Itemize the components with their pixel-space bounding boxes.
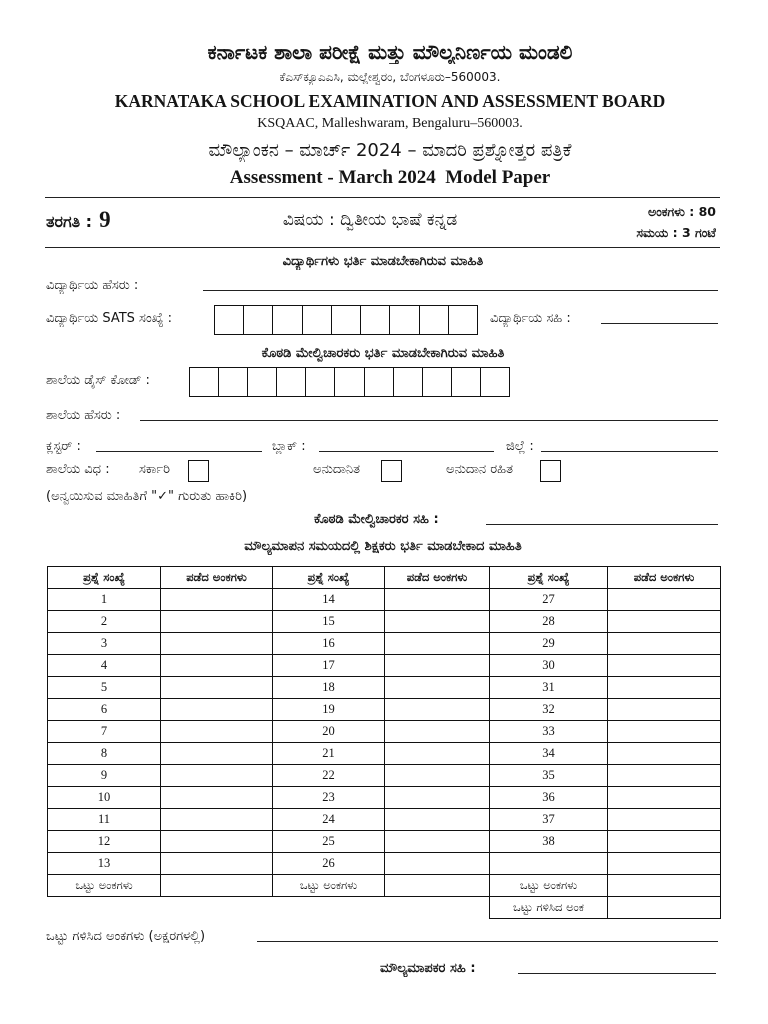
dise-digit-box[interactable] xyxy=(452,368,481,396)
evaluator-signature-label: ಮೌಲ್ಯಮಾಪಕರ ಸಹಿ : xyxy=(380,961,476,976)
table-row xyxy=(48,853,721,875)
question-number-cell: 26 xyxy=(273,853,385,875)
total-marks-cell[interactable] xyxy=(608,875,721,897)
marks-obtained-cell[interactable] xyxy=(608,633,721,655)
marks-obtained-cell[interactable] xyxy=(385,633,490,655)
total-in-words-field[interactable] xyxy=(257,941,718,942)
marks-obtained-cell[interactable] xyxy=(608,787,721,809)
question-number-cell: 4 xyxy=(48,655,161,677)
marks-obtained-cell[interactable] xyxy=(608,765,721,787)
marks-table-header-row xyxy=(48,567,721,589)
question-number-cell: 36 xyxy=(490,787,608,809)
marks-obtained-cell[interactable] xyxy=(385,721,490,743)
marks-obtained-cell[interactable] xyxy=(608,611,721,633)
table-row xyxy=(48,831,721,853)
board-address-english: KSQAAC, Malleshwaram, Bengaluru–560003. xyxy=(257,116,523,131)
marks-obtained-cell[interactable] xyxy=(608,699,721,721)
marks-obtained-cell[interactable] xyxy=(161,589,273,611)
marks-obtained-cell[interactable] xyxy=(161,655,273,677)
marks-obtained-cell[interactable] xyxy=(161,611,273,633)
marks-table xyxy=(47,566,721,919)
sats-digit-box[interactable] xyxy=(303,306,332,334)
sats-digit-box[interactable] xyxy=(449,306,477,334)
table-row xyxy=(48,677,721,699)
table-row xyxy=(48,765,721,787)
question-number-cell: 13 xyxy=(48,853,161,875)
exam-duration: ಸಮಯ : 3 ಗಂಟೆ xyxy=(636,225,716,240)
question-number-cell: 2 xyxy=(48,611,161,633)
exam-title-kannada: ಮೌಲ್ಯಾಂಕನ – ಮಾರ್ಚ್ 2024 – ಮಾದರಿ ಪ್ರಶ್ನೋತ್ತರ ಪತ್ರಿಕೆ xyxy=(208,140,572,161)
marks-obtained-cell[interactable] xyxy=(385,831,490,853)
school-name-field[interactable] xyxy=(140,420,718,421)
marks-obtained-cell[interactable] xyxy=(608,831,721,853)
blank-cell xyxy=(161,897,273,919)
marks-obtained-cell[interactable] xyxy=(161,677,273,699)
tick-instruction-note: (ಅನ್ವಯಿಸುವ ಮಾಹಿತಿಗೆ "✓" ಗುರುತು ಹಾಕಿರಿ) xyxy=(46,489,248,504)
marks-obtained-cell[interactable] xyxy=(608,853,721,875)
table-row xyxy=(48,699,721,721)
question-number-cell: 27 xyxy=(490,589,608,611)
question-number-cell: 31 xyxy=(490,677,608,699)
dise-digit-box[interactable] xyxy=(481,368,509,396)
question-number-cell: 25 xyxy=(273,831,385,853)
table-row xyxy=(48,721,721,743)
blank-cell xyxy=(273,897,385,919)
board-address-kannada: ಕೆಎಸ್‌ಕ್ಯೂಎಎಸಿ, ಮಲ್ಲೇಶ್ವರಂ, ಬೆಂಗಳೂರು–560003. xyxy=(279,70,501,84)
sats-number-label: ವಿದ್ಯಾರ್ಥಿಯ SATS ಸಂಖ್ಯೆ : xyxy=(46,311,173,326)
block-field[interactable] xyxy=(319,451,494,452)
question-number-cell: 24 xyxy=(273,809,385,831)
question-number-cell: 30 xyxy=(490,655,608,677)
sats-digit-box[interactable] xyxy=(361,306,390,334)
question-number-cell: 23 xyxy=(273,787,385,809)
marks-table-body xyxy=(48,589,721,875)
marks-obtained-cell[interactable] xyxy=(385,611,490,633)
invigilator-signature-field[interactable] xyxy=(486,524,718,525)
student-name-label: ವಿದ್ಯಾರ್ಥಿಯ ಹೆಸರು : xyxy=(46,278,139,293)
marks-obtained-cell[interactable] xyxy=(608,589,721,611)
marks-obtained-cell[interactable] xyxy=(161,633,273,655)
marks-obtained-cell[interactable] xyxy=(608,809,721,831)
marks-obtained-cell[interactable] xyxy=(608,655,721,677)
total-marks-cell[interactable] xyxy=(385,875,490,897)
subject-label: ವಿಷಯ : xyxy=(282,210,335,230)
blank-cell xyxy=(48,897,161,919)
question-number-cell: 20 xyxy=(273,721,385,743)
board-name-english: KARNATAKA SCHOOL EXAMINATION AND ASSESSMENT BOARD xyxy=(114,91,666,111)
evaluator-signature-field[interactable] xyxy=(518,973,716,974)
table-row xyxy=(48,655,721,677)
question-number-header: ಪ್ರಶ್ನೆ ಸಂಖ್ಯೆ xyxy=(273,567,385,589)
question-number-cell: 9 xyxy=(48,765,161,787)
sats-digit-box[interactable] xyxy=(332,306,361,334)
question-number-cell: 38 xyxy=(490,831,608,853)
sats-number-boxes xyxy=(214,305,478,335)
exam-title-english: Assessment - March 2024 Model Paper xyxy=(229,167,551,188)
dise-code-label: ಶಾಲೆಯ ಡೈಸ್ ಕೋಡ್ : xyxy=(46,373,150,388)
dise-digit-box[interactable] xyxy=(190,368,219,396)
marks-obtained-header: ಪಡೆದ ಅಂಕಗಳು xyxy=(385,567,490,589)
info-divider xyxy=(45,247,720,248)
marks-obtained-cell[interactable] xyxy=(161,743,273,765)
question-number-cell: 37 xyxy=(490,809,608,831)
marks-obtained-cell[interactable] xyxy=(161,831,273,853)
board-name-kannada: ಕರ್ನಾಟಕ ಶಾಲಾ ಪರೀಕ್ಷೆ ಮತ್ತು ಮೌಲ್ಯನಿರ್ಣಯ ಮಂಡಲಿ xyxy=(207,40,573,64)
question-number-cell: 14 xyxy=(273,589,385,611)
marks-obtained-cell[interactable] xyxy=(608,677,721,699)
student-signature-field[interactable] xyxy=(601,323,718,324)
marks-obtained-cell[interactable] xyxy=(385,677,490,699)
subject-info xyxy=(200,209,540,231)
marks-obtained-cell[interactable] xyxy=(385,743,490,765)
question-number-cell: 17 xyxy=(273,655,385,677)
subject-value: ದ್ವಿತೀಯ ಭಾಷೆ ಕನ್ನಡ xyxy=(340,210,458,230)
question-number-cell: 22 xyxy=(273,765,385,787)
school-name-label: ಶಾಲೆಯ ಹೆಸರು : xyxy=(46,408,121,423)
blank-cell xyxy=(385,897,490,919)
marks-obtained-cell[interactable] xyxy=(161,809,273,831)
total-marks-row xyxy=(48,875,721,897)
dise-digit-box[interactable] xyxy=(219,368,248,396)
dise-digit-box[interactable] xyxy=(248,368,277,396)
sats-digit-box[interactable] xyxy=(244,306,273,334)
question-number-cell: 29 xyxy=(490,633,608,655)
question-number-header: ಪ್ರಶ್ನೆ ಸಂಖ್ಯೆ xyxy=(48,567,161,589)
max-marks: ಅಂಕಗಳು : 80 xyxy=(647,204,716,219)
school-type-government-checkbox[interactable] xyxy=(188,460,209,482)
question-number-cell: 16 xyxy=(273,633,385,655)
table-row xyxy=(48,809,721,831)
marks-obtained-cell[interactable] xyxy=(385,655,490,677)
question-number-cell: 3 xyxy=(48,633,161,655)
student-section-heading: ವಿದ್ಯಾರ್ಥಿಗಳು ಭರ್ತಿ ಮಾಡಬೇಕಾಗಿರುವ ಮಾಹಿತಿ xyxy=(282,254,484,269)
question-number-header: ಪ್ರಶ್ನೆ ಸಂಖ್ಯೆ xyxy=(490,567,608,589)
question-number-cell: 7 xyxy=(48,721,161,743)
grand-total-row xyxy=(48,897,721,919)
table-row xyxy=(48,787,721,809)
marks-obtained-cell[interactable] xyxy=(608,743,721,765)
school-type-aided-label: ಅನುದಾನಿತ xyxy=(313,462,361,477)
question-number-cell: 34 xyxy=(490,743,608,765)
marks-obtained-header: ಪಡೆದ ಅಂಕಗಳು xyxy=(161,567,273,589)
question-number-cell: 1 xyxy=(48,589,161,611)
question-number-cell: 32 xyxy=(490,699,608,721)
district-label: ಜಿಲ್ಲೆ : xyxy=(506,439,534,454)
invigilator-signature-label: ಕೊಠಡಿ ಮೇಲ್ವಿಚಾರಕರ ಸಹಿ : xyxy=(314,512,439,527)
dise-digit-box[interactable] xyxy=(335,368,364,396)
question-number-cell: 15 xyxy=(273,611,385,633)
marks-obtained-cell[interactable] xyxy=(385,765,490,787)
dise-digit-box[interactable] xyxy=(277,368,306,396)
student-signature-label: ವಿದ್ಯಾರ್ಥಿಯ ಸಹಿ : xyxy=(490,311,571,326)
school-type-unaided-label: ಅನುದಾನ ರಹಿತ xyxy=(446,462,513,477)
district-field[interactable] xyxy=(541,451,718,452)
sats-digit-box[interactable] xyxy=(215,306,244,334)
table-row xyxy=(48,633,721,655)
question-number-cell: 18 xyxy=(273,677,385,699)
marks-obtained-cell[interactable] xyxy=(385,787,490,809)
class-value: 9 xyxy=(99,207,111,232)
evaluation-section-heading: ಮೌಲ್ಯಮಾಪನ ಸಮಯದಲ್ಲಿ ಶಿಕ್ಷಕರು ಭರ್ತಿ ಮಾಡಬೇಕಾದ ಮಾಹಿತಿ xyxy=(244,539,522,554)
block-label: ಬ್ಲಾಕ್ : xyxy=(272,439,306,454)
total-in-words-label: ಒಟ್ಟು ಗಳಿಸಿದ ಅಂಕಗಳು (ಅಕ್ಷರಗಳಲ್ಲಿ) xyxy=(46,929,206,944)
school-type-aided-checkbox[interactable] xyxy=(381,460,402,482)
school-type-government-label: ಸರ್ಕಾರಿ xyxy=(139,462,170,477)
marks-obtained-cell[interactable] xyxy=(161,787,273,809)
table-row xyxy=(48,589,721,611)
question-number-cell: 33 xyxy=(490,721,608,743)
question-number-cell: 5 xyxy=(48,677,161,699)
class-label: ತರಗತಿ : xyxy=(46,212,93,231)
table-row xyxy=(48,743,721,765)
header-divider xyxy=(45,197,720,198)
total-marks-cell[interactable] xyxy=(161,875,273,897)
marks-obtained-header: ಪಡೆದ ಅಂಕಗಳು xyxy=(608,567,721,589)
total-marks-label: ಒಟ್ಟು ಅಂಕಗಳು xyxy=(273,875,385,897)
marks-obtained-cell[interactable] xyxy=(161,699,273,721)
total-marks-label: ಒಟ್ಟು ಅಂಕಗಳು xyxy=(48,875,161,897)
student-name-field[interactable] xyxy=(203,290,718,291)
school-type-label: ಶಾಲೆಯ ವಿಧ : xyxy=(46,462,110,477)
question-number-cell: 21 xyxy=(273,743,385,765)
cluster-label: ಕ್ಲಸ್ಟರ್ : xyxy=(46,439,81,454)
marks-obtained-cell[interactable] xyxy=(161,853,273,875)
invigilator-section-heading: ಕೊಠಡಿ ಮೇಲ್ವಿಚಾರಕರು ಭರ್ತಿ ಮಾಡಬೇಕಾಗಿರುವ ಮಾಹಿತಿ xyxy=(261,346,505,361)
grand-total-label: ಒಟ್ಟು ಗಳಿಸಿದ ಅಂಕ xyxy=(490,897,608,919)
question-number-cell: 35 xyxy=(490,765,608,787)
question-number-cell: 11 xyxy=(48,809,161,831)
marks-obtained-cell[interactable] xyxy=(608,721,721,743)
marks-obtained-cell[interactable] xyxy=(385,853,490,875)
marks-obtained-cell[interactable] xyxy=(385,809,490,831)
grand-total-cell[interactable] xyxy=(608,897,721,919)
table-row xyxy=(48,611,721,633)
dise-digit-box[interactable] xyxy=(423,368,452,396)
sats-digit-box[interactable] xyxy=(420,306,449,334)
question-number-cell: 10 xyxy=(48,787,161,809)
school-type-unaided-checkbox[interactable] xyxy=(540,460,561,482)
question-number-cell: 12 xyxy=(48,831,161,853)
total-marks-label: ಒಟ್ಟು ಅಂಕಗಳು xyxy=(490,875,608,897)
dise-code-boxes xyxy=(189,367,510,397)
marks-obtained-cell[interactable] xyxy=(161,765,273,787)
cluster-field[interactable] xyxy=(96,451,262,452)
class-info xyxy=(46,207,186,237)
dise-digit-box[interactable] xyxy=(394,368,423,396)
question-number-cell: 8 xyxy=(48,743,161,765)
question-number-cell: 28 xyxy=(490,611,608,633)
dise-digit-box[interactable] xyxy=(306,368,335,396)
question-number-cell: 6 xyxy=(48,699,161,721)
marks-obtained-cell[interactable] xyxy=(385,589,490,611)
sats-digit-box[interactable] xyxy=(273,306,302,334)
dise-digit-box[interactable] xyxy=(365,368,394,396)
marks-obtained-cell[interactable] xyxy=(385,699,490,721)
sats-digit-box[interactable] xyxy=(390,306,419,334)
question-number-cell: 19 xyxy=(273,699,385,721)
marks-obtained-cell[interactable] xyxy=(161,721,273,743)
question-number-cell xyxy=(490,853,608,875)
